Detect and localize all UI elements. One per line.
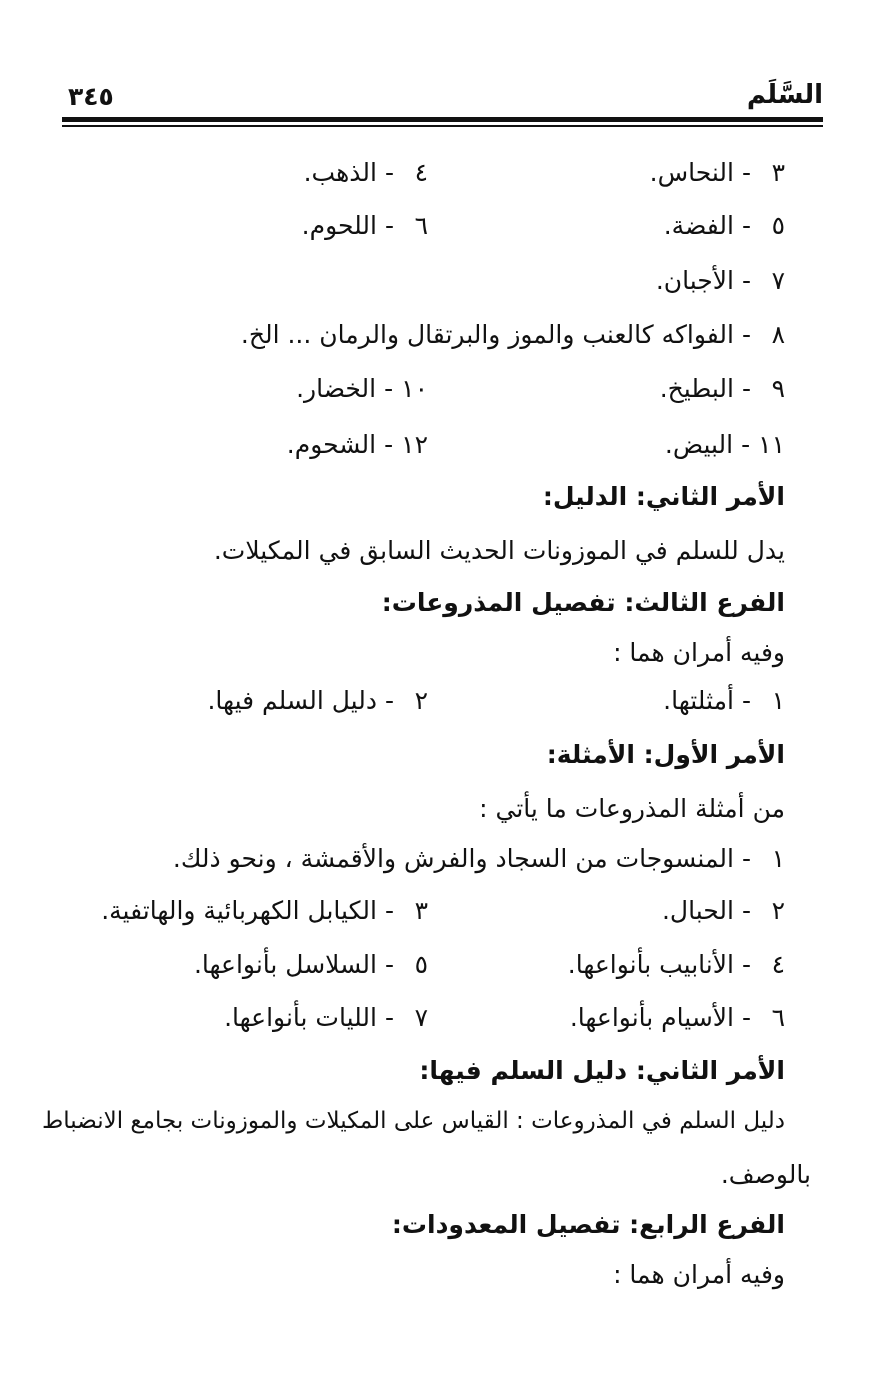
- page-number: ٣٤٥: [68, 82, 114, 111]
- list-item: ٢-دليل السلم فيها.: [207, 686, 428, 715]
- list-item: ١-أمثلتها.: [663, 686, 785, 715]
- section-heading: الأمر الثاني: الدليل:: [542, 482, 785, 511]
- list-item: ١-المنسوجات من السجاد والفرش والأقمشة ، ونحو ذلك.: [172, 844, 785, 873]
- list-item: ٣-الكيابل الكهربائية والهاتفية.: [101, 896, 428, 925]
- paragraph: وفيه أمران هما :: [613, 1260, 785, 1289]
- running-header: [62, 80, 823, 116]
- section-heading: الفرع الثالث: تفصيل المذروعات:: [381, 588, 785, 617]
- list-item: ٤-الذهب.: [303, 158, 428, 187]
- list-item: ٢-الحبال.: [661, 896, 785, 925]
- list-item: ٦-الأسيام بأنواعها.: [569, 1003, 785, 1032]
- list-item: ٣-النحاس.: [649, 158, 785, 187]
- section-heading: الأمر الثاني: دليل السلم فيها:: [419, 1056, 785, 1085]
- list-item: ٧-الأجبان.: [655, 266, 785, 295]
- list-item: ٨-الفواكه كالعنب والموز والبرتقال والرمان ... الخ.: [240, 320, 785, 349]
- paragraph: وفيه أمران هما :: [613, 638, 785, 667]
- paragraph: بالوصف.: [720, 1160, 811, 1189]
- list-item: ١١-البيض.: [664, 430, 785, 459]
- section-heading: الفرع الرابع: تفصيل المعدودات:: [391, 1210, 785, 1239]
- list-item: ٥-الفضة.: [663, 211, 785, 240]
- list-item: ١٢-الشحوم.: [286, 430, 428, 459]
- paragraph: دليل السلم في المذروعات : القياس على المكيلات والموزونات بجامع الانضباط: [42, 1108, 785, 1134]
- list-item: ٦-اللحوم.: [301, 211, 428, 240]
- paragraph: من أمثلة المذروعات ما يأتي :: [479, 794, 785, 823]
- chapter-title: السَّلَم: [746, 80, 823, 110]
- header-rule-thin: [62, 125, 823, 127]
- list-item: ٩-البطيخ.: [659, 374, 785, 403]
- section-heading: الأمر الأول: الأمثلة:: [546, 740, 785, 769]
- list-item: ١٠-الخضار.: [296, 374, 428, 403]
- paragraph: يدل للسلم في الموزونات الحديث السابق في المكيلات.: [213, 536, 785, 565]
- header-rule-thick: [62, 117, 823, 122]
- list-item: ٥-السلاسل بأنواعها.: [193, 950, 428, 979]
- list-item: ٧-الليات بأنواعها.: [224, 1003, 428, 1032]
- list-item: ٤-الأنابيب بأنواعها.: [567, 950, 785, 979]
